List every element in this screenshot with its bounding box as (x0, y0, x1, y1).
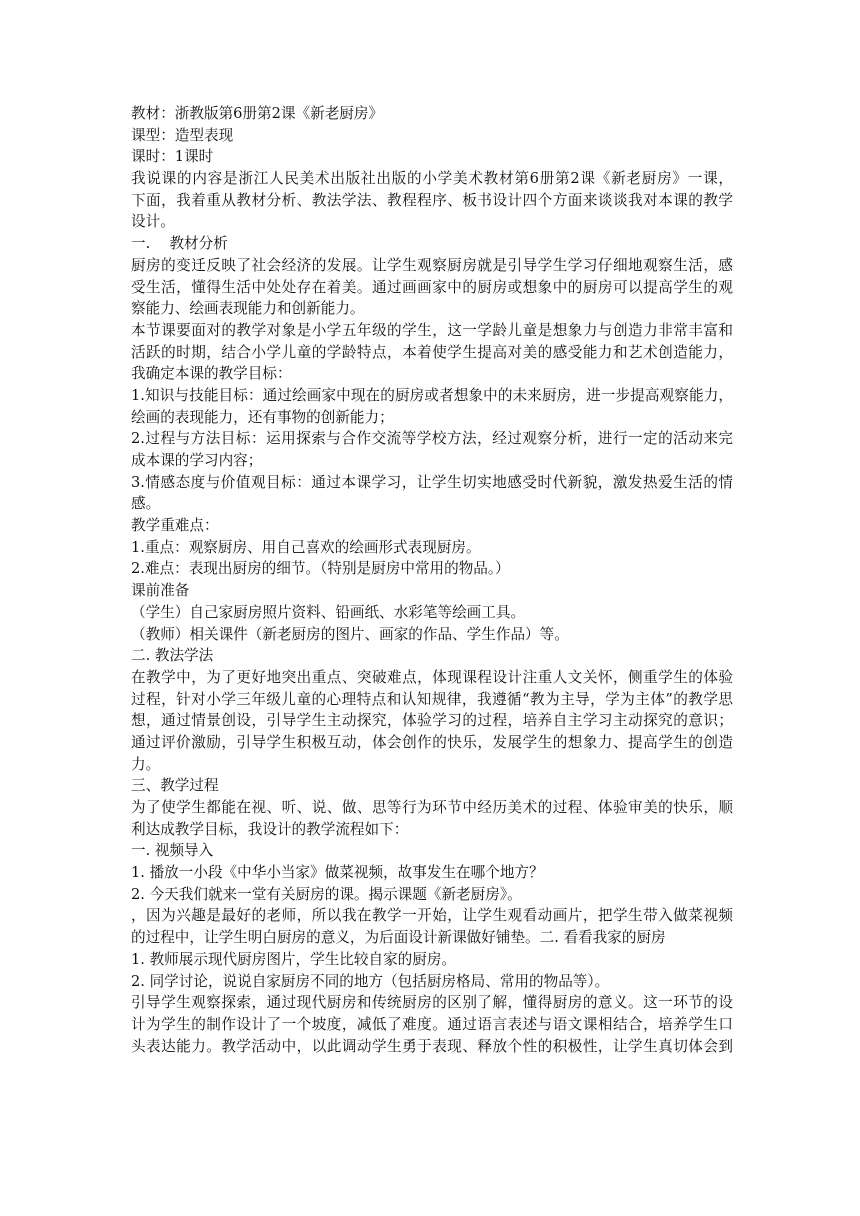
text-line: 察能力、绘画表现能力和创新能力。 (131, 300, 365, 318)
text-line: 在教学中，为了更好地突出重点、突破难点，体现课程设计注重人文关怀，侧重学生的体验 (131, 668, 733, 686)
text-line: 课型：造型表现 (131, 126, 234, 144)
section-heading: 一. 视频导入 (131, 842, 214, 860)
text-line: 1.知识与技能目标：通过绘画家中现在的厨房或者想象中的未来厨房，进一步提高观察能力， (131, 386, 733, 404)
text-line: 的过程中，让学生明白厨房的意义，为后面设计新课做好铺垫。二. 看看我家的厨房 (131, 929, 666, 947)
text-line: 课前准备 (131, 582, 190, 600)
text-line: 计为学生的制作设计了一个坡度，减低了难度。通过语言表述与语文课相结合，培养学生口 (131, 1015, 733, 1033)
text-line: 2.过程与方法目标：运用探索与合作交流等学校方法，经过观察分析，进行一定的活动来完 (131, 430, 733, 448)
text-line: 活跃的时期，结合小学儿童的学龄特点，本着使学生提高对美的感受能力和艺术创造能力， (131, 343, 733, 361)
text-line: 受生活，懂得生活中处处存在着美。通过画画家中的厨房或想象中的厨房可以提高学生的观 (131, 278, 733, 296)
section-heading: 二. 教法学法 (131, 647, 214, 665)
text-line: 利达成教学目标，我设计的教学流程如下： (131, 820, 409, 838)
text-line: 2. 今天我们就来一堂有关厨房的课。揭示课题《新老厨房》。 (131, 885, 522, 903)
text-line: 2. 同学讨论，说说自家厨房不同的地方（包括厨房格局、常用的物品等）。 (131, 972, 610, 990)
text-line: 通过评价激励，引导学生积极互动，体会创作的快乐，发展学生的想象力、提高学生的创造 (131, 733, 733, 751)
text-line: 本节课要面对的教学对象是小学五年级的学生，这一学龄儿童是想象力与创造力非常丰富和 (131, 321, 733, 339)
section-heading: 三、教学过程 (131, 777, 219, 795)
section-heading: 一. 教材分析 (131, 235, 228, 253)
text-line: （教师）相关课件（新老厨房的图片、画家的作品、学生作品）等。 (131, 625, 569, 643)
text-line: 力。 (131, 755, 161, 773)
text-line: 1. 播放一小段《中华小当家》做菜视频，故事发生在哪个地方？ (131, 864, 544, 882)
text-line: 感。 (131, 495, 161, 513)
text-line: 头表达能力。教学活动中，以此调动学生勇于表现、释放个性的积极性，让学生真切体会到 (131, 1037, 733, 1055)
text-line: 1. 教师展示现代厨房图片，学生比较自家的厨房。 (131, 950, 457, 968)
text-line: 引导学生观察探索，通过现代厨房和传统厨房的区别了解，懂得厨房的意义。这一环节的设 (131, 994, 733, 1012)
text-line: 教学重难点： (131, 517, 219, 535)
text-line: 绘画的表现能力，还有事物的创新能力； (131, 408, 394, 426)
text-line: 教材：浙教版第6册第2课《新老厨房》 (131, 105, 384, 122)
text-line: 1.重点：观察厨房、用自己喜欢的绘画形式表现厨房。 (131, 538, 481, 556)
text-line: 我确定本课的教学目标： (131, 365, 292, 383)
document-page (131, 103, 733, 1057)
text-line: 2.难点：表现出厨房的细节。（特别是厨房中常用的物品。） (131, 560, 510, 578)
text-line: 厨房的变迁反映了社会经济的发展。让学生观察厨房就是引导学生学习仔细地观察生活，感 (131, 256, 733, 274)
text-line: 我说课的内容是浙江人民美术出版社出版的小学美术教材第6册第2课《新老厨房》一课， (131, 170, 733, 188)
text-line: 想，通过情景创设，引导学生主动探究，体验学习的过程，培养自主学习主动探究的意识； (131, 712, 733, 730)
text-line: 过程，针对小学三年级儿童的心理特点和认知规律，我遵循“教为主导，学为主体”的教学思 (131, 690, 733, 708)
text-line: 成本课的学习内容； (131, 452, 263, 469)
text-line: ，因为兴趣是最好的老师，所以我在教学一开始，让学生观看动画片，把学生带入做菜视频 (131, 907, 733, 925)
text-line: 下面，我着重从教材分析、教法学法、教程程序、板书设计四个方面来谈谈我对本课的教学 (131, 191, 733, 209)
text-line: （学生）自己家厨房照片资料、铅画纸、水彩笔等绘画工具。 (131, 603, 526, 621)
text-line: 3.情感态度与价值观目标：通过本课学习，让学生切实地感受时代新貌，激发热爱生活的情 (131, 473, 733, 491)
text-line: 课时：1课时 (131, 148, 214, 166)
text-line: 为了使学生都能在视、听、说、做、思等行为环节中经历美术的过程、体验审美的快乐，顺 (131, 799, 733, 816)
text-line: 设计。 (131, 213, 175, 231)
